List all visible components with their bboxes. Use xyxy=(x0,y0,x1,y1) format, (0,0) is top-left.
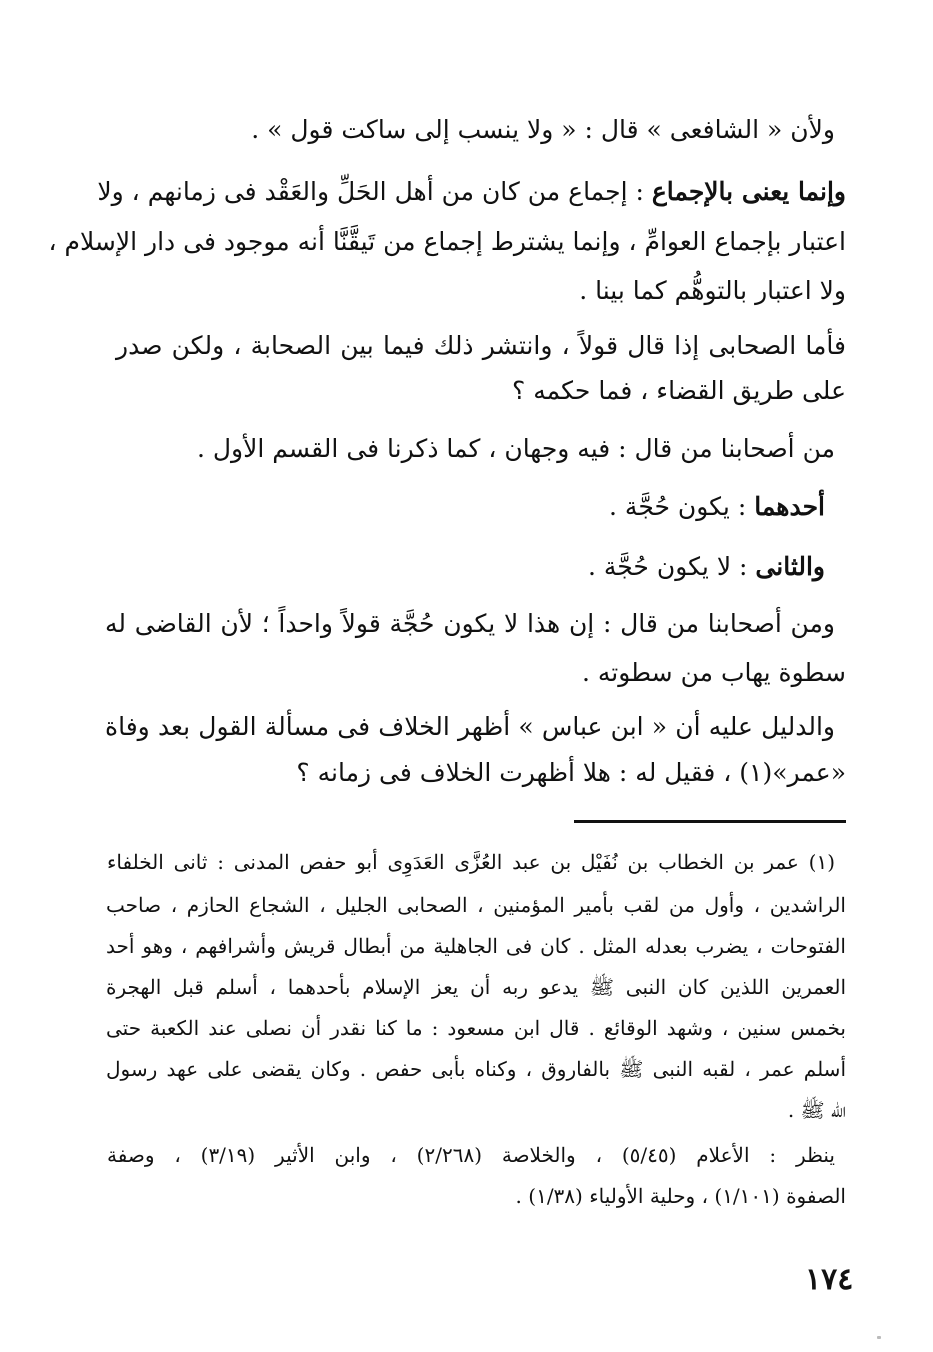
body-line-9-segment-1: والثانى xyxy=(755,552,825,581)
body-line-5 xyxy=(116,331,846,360)
body-line-10 xyxy=(105,609,835,638)
body-line-10-segment-1: ومن أصحابنا من قال : إن هذا لا يكون حُجَّة قولاً واحداً ؛ لأن القاضى له xyxy=(105,609,835,638)
body-line-11-segment-1: سطوة يهاب من سطوته . xyxy=(582,658,846,687)
body-line-2 xyxy=(97,177,846,206)
body-line-11 xyxy=(582,658,846,687)
body-line-6-segment-1: على طريق القضاء ، فما حكمه ؟ xyxy=(512,376,846,405)
body-line-3 xyxy=(48,227,846,256)
footnote-line-3: الفتوحات ، يضرب بعدله المثل . كان فى الجاهلية من أبطال قريش وأشرافهم ، وهو أحد xyxy=(106,934,846,958)
footnote-line-7: الله ﷺ . xyxy=(787,1098,846,1122)
body-line-9-segment-2: : لا يكون حُجَّة . xyxy=(588,552,756,581)
body-line-13 xyxy=(296,758,846,787)
body-line-5-segment-1: فأما الصحابى إذا قال قولاً ، وانتشر ذلك فيما بين الصحابة ، ولكن صدر xyxy=(116,331,846,360)
footnote-line-9: الصفوة (١/١٠١) ، وحلية الأولياء (١/٣٨) . xyxy=(515,1184,846,1208)
body-line-12 xyxy=(105,712,835,741)
page-number: ١٧٤ xyxy=(805,1262,854,1297)
footnote-separator xyxy=(574,820,846,823)
body-line-6 xyxy=(512,376,846,405)
footnote-line-6: أسلم عمر ، لقبه النبى ﷺ بالفاروق ، وكناه بأبى حفص . وكان يقضى على عهد رسول xyxy=(106,1057,846,1081)
body-line-4-segment-1: ولا اعتبار بالتوهُّم كما بينا . xyxy=(579,276,846,305)
body-line-1-segment-1: ولأن « الشافعى » قال : « ولا ينسب إلى ساكت قول » . xyxy=(251,115,835,144)
body-line-9 xyxy=(588,552,825,581)
body-line-1 xyxy=(251,115,835,144)
body-line-8 xyxy=(609,492,825,521)
body-line-13-segment-1: «عمر»(١) ، فقيل له : هلا أظهرت الخلاف فى زمانه ؟ xyxy=(296,758,846,787)
footnote-line-8: ينظر : الأعلام (٥/٤٥) ، والخلاصة (٢/٢٦٨) ، وابن الأثير (٣/١٩) ، وصفة xyxy=(107,1143,835,1167)
scan-speck xyxy=(877,1336,881,1339)
body-line-3-segment-1: اعتبار بإجماع العوامِّ ، وإنما يشترط إجماع من تَيقَّنَّا أنه موجود فى دار الإسلام ، xyxy=(48,227,846,256)
body-line-7 xyxy=(197,434,835,463)
body-line-12-segment-1: والدليل عليه أن « ابن عباس » أظهر الخلاف فى مسألة القول بعد وفاة xyxy=(105,712,835,741)
footnote-line-4: العمرين اللذين كان النبى ﷺ يدعو ربه أن يعز الإسلام بأحدهما ، أسلم قبل الهجرة xyxy=(106,975,847,999)
footnote-line-1: (١) عمر بن الخطاب بن نُفَيْل بن عبد العُزَّى العَدَوِى أبو حفص المدنى : ثانى الخلفاء xyxy=(107,850,836,874)
body-line-8-segment-2: : يكون حُجَّة . xyxy=(609,492,755,521)
footnote-line-2: الراشدين ، وأول من لقب بأمير المؤمنين ، الصحابى الجليل ، الشجاع الحازم ، صاحب xyxy=(106,893,846,917)
body-line-4 xyxy=(579,276,846,305)
body-line-7-segment-1: من أصحابنا من قال : فيه وجهان ، كما ذكرنا فى القسم الأول . xyxy=(196,434,835,463)
body-line-2-segment-2: : إجماع من كان من أهل الحَلِّ والعَقْد فى زمانهم ، ولا xyxy=(97,177,652,206)
footnote-line-5: بخمس سنين ، وشهد الوقائع . قال ابن مسعود : ما كنا نقدر أن نصلى عند الكعبة حتى xyxy=(106,1016,846,1040)
body-line-2-segment-1: وإنما يعنى بالإجماع xyxy=(651,177,846,206)
body-line-8-segment-1: أحدهما xyxy=(754,492,825,521)
